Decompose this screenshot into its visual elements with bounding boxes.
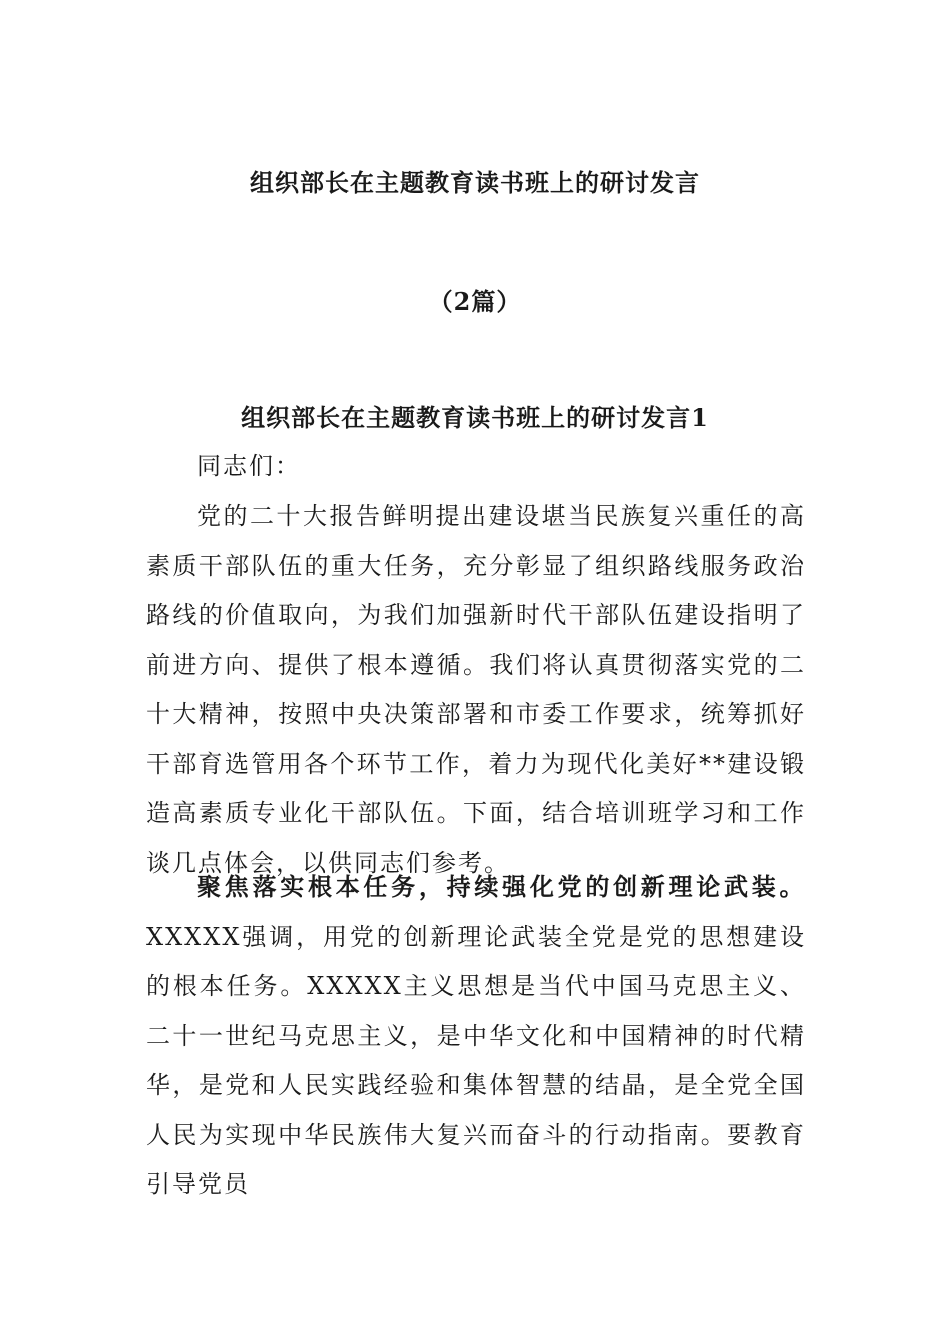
paragraph-1: 党的二十大报告鲜明提出建设堪当民族复兴重任的高素质干部队伍的重大任务，充分彰显了组织路线服务政治路线的价值取向，为我们加强新时代干部队伍建设指明了前进方向、提供了根本遵循。我们将认真贯彻落实党的二十大精神，按照中央决策部署和市委工作要求，统筹抓好干部育选管用各个环节工作，着力为现代化美好**建设锻造高素质专业化干部队伍。下面，结合培训班学习和工作谈几点体会，以供同志们参考。	[146, 502, 806, 877]
main-title: 组织部长在主题教育读书班上的研讨发言	[250, 168, 700, 197]
section-title: 组织部长在主题教育读书班上的研讨发言1	[241, 403, 709, 432]
paragraph-2	[146, 862, 806, 1210]
paragraph-2-heading: 聚焦落实根本任务，持续强化党的创新理论武装。	[197, 872, 806, 901]
subtitle: （2篇）	[428, 287, 522, 316]
paragraph-2-body: XXXXX强调，用党的创新理论武装全党是党的思想建设的根本任务。XXXXX主义思想是当代中国马克思主义、二十一世纪马克思主义，是中华文化和中国精神的时代精华，是党和人民实践经验和集体智慧的结晶，是全党全国人民为实现中华民族伟大复兴而奋斗的行动指南。要教育引导党员	[146, 922, 806, 1198]
greeting: 同志们：	[197, 452, 301, 480]
